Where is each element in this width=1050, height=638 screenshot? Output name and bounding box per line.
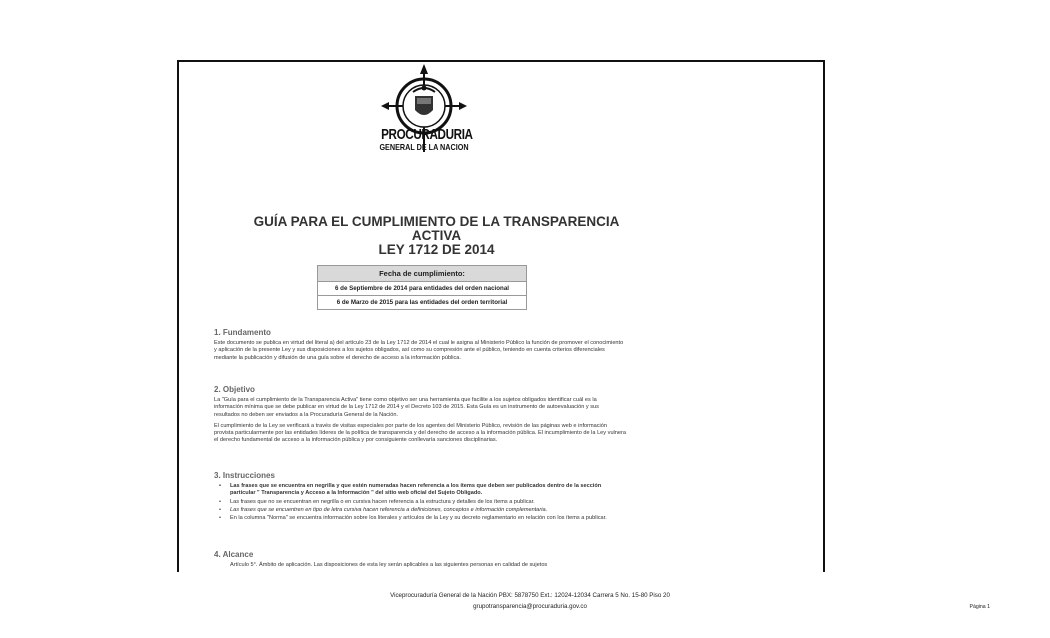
date-table-row: 6 de Septiembre de 2014 para entidades del orden nacional [318,282,526,296]
date-table-header: Fecha de cumplimiento: [318,266,526,282]
compliance-date-table [317,265,527,310]
section-heading: 2. Objetivo [214,385,255,394]
list-item: • Las frases que se encuentren en tipo de letra cursiva hacen referencia a definiciones, conceptos e información complementaria. [214,507,626,514]
title-line: LEY 1712 DE 2014 [378,242,495,257]
section-heading: 1. Fundamento [214,328,271,337]
document-page [177,60,825,572]
footer-email: grupotransparencia@procuraduria.gov.co [473,603,587,610]
section-alcance [214,550,626,572]
date-table-row: 6 de Marzo de 2015 para las entidades del orden territorial [336,299,508,306]
footer-address: Viceprocuraduría General de la Nación PBX: 5878750 Ext.: 12024-12034 Carrera 5 No. 15-80 Piso 20 [390,592,670,599]
org-name: PROCURADURIA [381,126,473,143]
section-instrucciones [214,471,626,523]
section-paragraph: Este documento se publica en virtud del literal a) del artículo 23 de la Ley 1712 de 2014 el cual le asigna al Ministerio Público la función de promover el conocimiento y aplicación de la presente Ley y sus disposiciones a los sujetos obligados, así como su compresión ante el público, teniendo en cuenta criterios diferenciales mediante la publicación y difusión de una guía sobre el derecho de acceso a la información pública. [214,340,624,361]
section-paragraph: La "Guía para el cumplimiento de la Transparencia Activa" tiene como objetivo ser una herramienta que facilite a los sujetos obligados identificar cuál es la información mínima que se debe publicar en virtud de la Ley 1712 de 2014 y el Decreto 103 de 2015. Esta Guía es un instrumento de autoevaluación y sus resultados no deben ser enviados a la Procuraduría General de la Nación. [214,397,599,418]
section-heading: 4. Alcance [214,550,254,559]
title-line: GUÍA PARA EL CUMPLIMIENTO DE LA TRANSPARENCIA [253,214,620,229]
list-item: • En la columna "Norma" se encuentra información sobre los literales y artículos de la Ley y su decreto reglamentario en relación con los ítems a publicar. [214,515,626,522]
title-line: ACTIVA [411,228,462,243]
section-objetivo [214,385,626,449]
section-heading: 3. Instrucciones [214,471,275,480]
list-item: • Las frases que se encuentra en negrilla y que estén numeradas hacen referencia a los ítems que deben ser publicados dentro de la sección particular " Transparencia y Acceso a la Información " del sitio web oficial del Sujeto Obligado. [214,483,626,498]
section-paragraph: El cumplimiento de la Ley se verificará a través de visitas especiales por parte de los agentes del Ministerio Público, revisión de las páginas web e información provista particularmente por las entidades líderes de la política de transparencia y del derecho de acceso a la información pública. El incumplimiento de la Ley vulnera el derecho fundamental de acceso a la información pública y por consiguiente conllevaría sanciones disciplinarias. [214,422,626,444]
section-fundamento [214,328,626,366]
org-subname: GENERAL DE LA NACION [379,142,469,152]
section-paragraph: Artículo 5°. Ámbito de aplicación. Las disposiciones de esta ley serán aplicables a las siguientes personas en calidad de sujetos [230,562,548,568]
document-title [209,215,664,257]
page-number: Página 1 [969,604,990,610]
list-item: • Las frases que no se encuentran en negrilla o en cursiva hacen referencia a la estructura y detalles de los ítems a publicar. [214,499,626,506]
